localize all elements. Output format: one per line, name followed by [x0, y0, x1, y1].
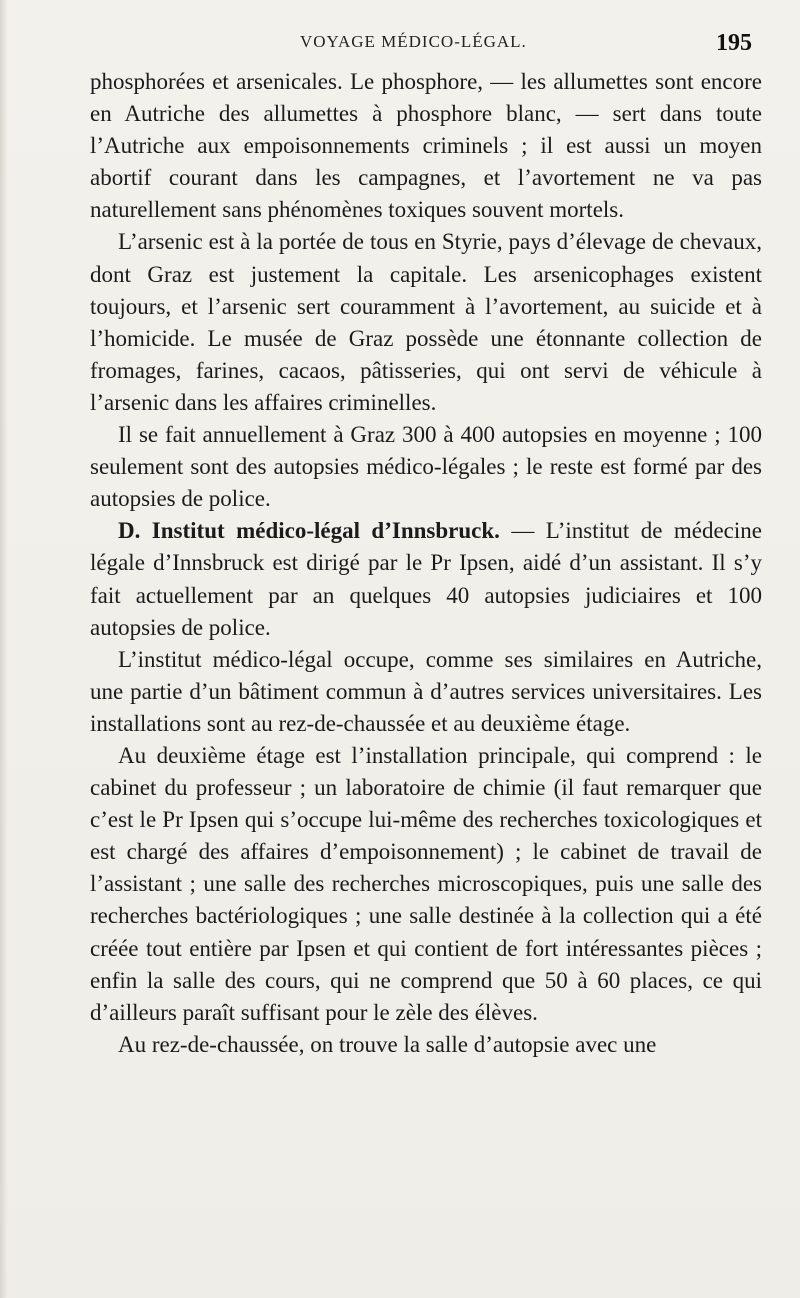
- paragraph-1: phosphorées et arsenicales. Le phosphore, — les allumettes sont encore en Autriche des allumettes à phosphore blanc, — sert dans toute l’Autriche aux empoisonnements criminels ; il est aussi un moyen abortif courant dans les campagnes, et l’avortement ne va pas naturellement sans phénomènes toxiques souvent mortels.: [90, 69, 762, 223]
- paragraph-3: Il se fait annuellement à Graz 300 à 400 autopsies en moyenne ; 100 seulement sont des autopsies médico-légales ; le reste est formé par des autopsies de police.: [90, 422, 762, 512]
- paragraph-4-body: — L’institut de médecine légale d’Innsbruck est dirigé par le Pr Ipsen, aidé d’un assistant. Il s’y fait actuellement par an quelques 40 autopsies judiciaires et 100 autopsies de police.: [90, 518, 762, 640]
- paragraph-2: L’arsenic est à la portée de tous en Styrie, pays d’élevage de chevaux, dont Graz est justement la capitale. Les arsenicophages existent toujours, et l’arsenic sert couramment à l’avortement, au suicide et à l’homicide. Le musée de Graz possède une étonnante collection de fromages, farines, cacaos, pâtisseries, qui ont servi de véhicule à l’arsenic dans les affaires criminelles.: [90, 229, 762, 415]
- page-number: 195: [716, 30, 752, 56]
- paragraph-7: Au rez-de-chaussée, on trouve la salle d’autopsie avec une: [118, 1031, 657, 1057]
- section-title: D. Institut médico-légal d’Innsbruck.: [118, 518, 500, 544]
- paragraph-4: [90, 515, 762, 643]
- page-edge-shadow: [0, 0, 8, 1298]
- paragraph-5: L’institut médico-légal occupe, comme ses similaires en Autriche, une partie d’un bâtiment commun à d’autres services universitaires. Les installations sont au rez-de-chaussée et au deuxième étage.: [90, 646, 762, 736]
- paragraph-6: Au deuxième étage est l’installation principale, qui comprend : le cabinet du professeur ; un laboratoire de chimie (il faut remarquer que c’est le Pr Ipsen qui s’occupe lui-même des recherches toxicologiques et est chargé des affaires d’empoisonnement) ; le cabinet de travail de l’assistant ; une salle des recherches microscopiques, puis une salle des recherches bactériologiques ; une salle destinée à la collection qui a été créée tout entière par Ipsen et qui contient de fort intéressantes pièces ; enfin la salle des cours, qui ne comprend que 50 à 60 places, ce qui d’ailleurs paraît suffisant pour le zèle des élèves.: [90, 742, 762, 1025]
- running-title: VOYAGE MÉDICO-LÉGAL.: [300, 32, 527, 51]
- page-header: [90, 30, 760, 60]
- body-text: [90, 66, 762, 1061]
